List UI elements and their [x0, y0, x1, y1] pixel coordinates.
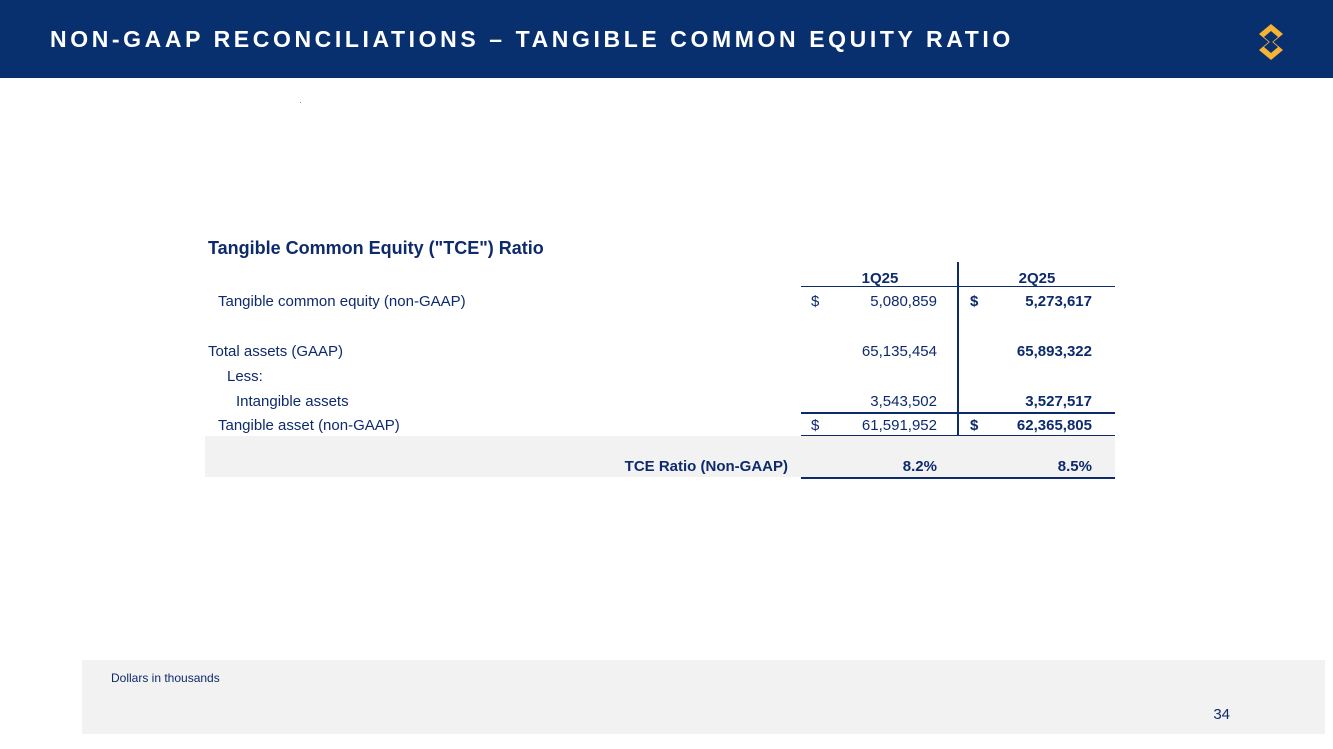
row-label-tangible-assets: Tangible asset (non-GAAP) [218, 417, 400, 434]
value-intangibles-1q25: 3,543,502 [870, 393, 937, 410]
row-label-intangibles: Intangible assets [236, 393, 349, 410]
header-bar [0, 0, 1333, 78]
value-total-assets-1q25: 65,135,454 [861, 343, 937, 360]
value-tce-ratio-2q25: 8.5% [1057, 458, 1092, 475]
subtotal-rule [801, 412, 1115, 414]
footer-panel [82, 660, 1325, 734]
value-tce-ratio-1q25: 8.2% [902, 458, 937, 475]
value-intangibles-2q25: 3,527,517 [1025, 393, 1092, 410]
s-logo-icon [1255, 24, 1287, 60]
page-title: NON-GAAP RECONCILIATIONS – TANGIBLE COMMON EQUITY RATIO [50, 26, 1014, 52]
currency-symbol: $ [970, 293, 979, 310]
row-label-less: Less: [227, 368, 263, 385]
value-tce-1q25: 5,080,859 [870, 293, 937, 310]
value-tce-2q25: 5,273,617 [1025, 293, 1092, 310]
currency-symbol: $ [811, 417, 820, 434]
currency-symbol: $ [811, 293, 820, 310]
column-header-1q25: 1Q25 [861, 270, 899, 287]
row-label-tce: Tangible common equity (non-GAAP) [218, 293, 466, 310]
currency-symbol: $ [970, 417, 979, 434]
row-label-tce-ratio: TCE Ratio (Non-GAAP) [624, 458, 788, 475]
value-tangible-assets-2q25: 62,365,805 [1016, 417, 1092, 434]
value-total-assets-2q25: 65,893,322 [1016, 343, 1092, 360]
page-number: 34 [1213, 706, 1230, 723]
column-header-2q25: 2Q25 [1018, 270, 1056, 287]
decorative-dot [300, 102, 301, 103]
value-tangible-assets-1q25: 61,591,952 [861, 417, 937, 434]
table-title: Tangible Common Equity ("TCE") Ratio [208, 238, 544, 258]
row-label-total-assets: Total assets (GAAP) [208, 343, 344, 360]
footnote: Dollars in thousands [111, 671, 220, 685]
